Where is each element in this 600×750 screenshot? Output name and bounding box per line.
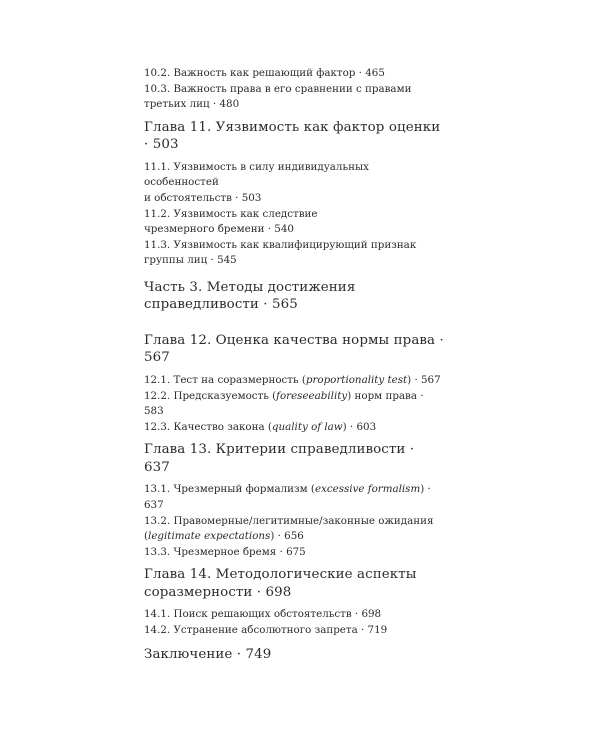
- toc-entry-text: 13.2. Правомерные/легитимные/законные ожидания: [144, 514, 434, 527]
- chapter-title: Глава 13. Критерии справедливости · 637: [144, 442, 415, 475]
- toc-entry-11-2: [144, 207, 444, 238]
- toc-conclusion: [144, 646, 444, 664]
- toc-entry-continuation: чрезмерного бремени · 540: [144, 223, 294, 236]
- toc-entry-10-2: 10.2. Важность как решающий фактор · 465: [144, 67, 385, 79]
- toc-part-3: [144, 279, 444, 314]
- toc-entry-13-2: [144, 514, 444, 545]
- toc-entry-continuation: группы лиц · 545: [144, 254, 237, 267]
- toc-chapter-13: [144, 441, 444, 476]
- part-title-continuation: справедливости · 565: [144, 297, 298, 313]
- toc-entry-continuation: третьих лиц · 480: [144, 98, 240, 111]
- toc-entry-14-2: 14.2. Устранение абсолютного запрета · 719: [144, 623, 388, 636]
- toc-entry-text: 11.3. Уязвимость как квалифицирующий признак: [144, 238, 417, 251]
- toc-entry-continuation: (legitimate expectations) · 656: [144, 530, 304, 543]
- toc-entry-13-1: 13.1. Чрезмерный формализм (excessive formalism) · 637: [144, 483, 431, 511]
- table-of-contents: [144, 66, 444, 664]
- toc-entry-text: 11.2. Уязвимость как следствие: [144, 207, 318, 220]
- chapter-title: Глава 14. Методологические аспекты: [144, 567, 417, 583]
- toc-chapter-12: [144, 332, 444, 367]
- toc-entry-text: 10.3. Важность права в его сравнении с правами: [144, 82, 412, 95]
- toc-entry-10-3: [144, 82, 444, 113]
- toc-entry-text: 11.1. Уязвимость в силу индивидуальных особенностей: [144, 160, 369, 189]
- toc-entry-continuation: и обстоятельств · 503: [144, 191, 262, 204]
- toc-entry-12-3: 12.3. Качество закона (quality of law) · 603: [144, 420, 377, 433]
- toc-entry-12-1: 12.1. Тест на соразмерность (proportionality test) · 567: [144, 373, 441, 386]
- toc-entry-13-3: 13.3. Чрезмерное бремя · 675: [144, 545, 306, 558]
- conclusion-title: Заключение · 749: [144, 647, 272, 663]
- toc-chapter-11: [144, 119, 444, 154]
- part-title: Часть 3. Методы достижения: [144, 279, 356, 295]
- chapter-title: Глава 12. Оценка качества нормы права · 567: [144, 332, 444, 366]
- toc-entry-14-1: 14.1. Поиск решающих обстоятельств · 698: [144, 608, 382, 621]
- toc-chapter-14: [144, 566, 444, 601]
- chapter-title: Глава 11. Уязвимость как фактор оценки · 503: [144, 119, 441, 153]
- toc-entry-11-1: [144, 160, 444, 207]
- toc-entry-12-2: 12.2. Предсказуемость (foreseeability) норм права · 583: [144, 389, 424, 418]
- toc-entry-11-3: [144, 238, 444, 269]
- chapter-title-continuation: соразмерности · 698: [144, 584, 292, 600]
